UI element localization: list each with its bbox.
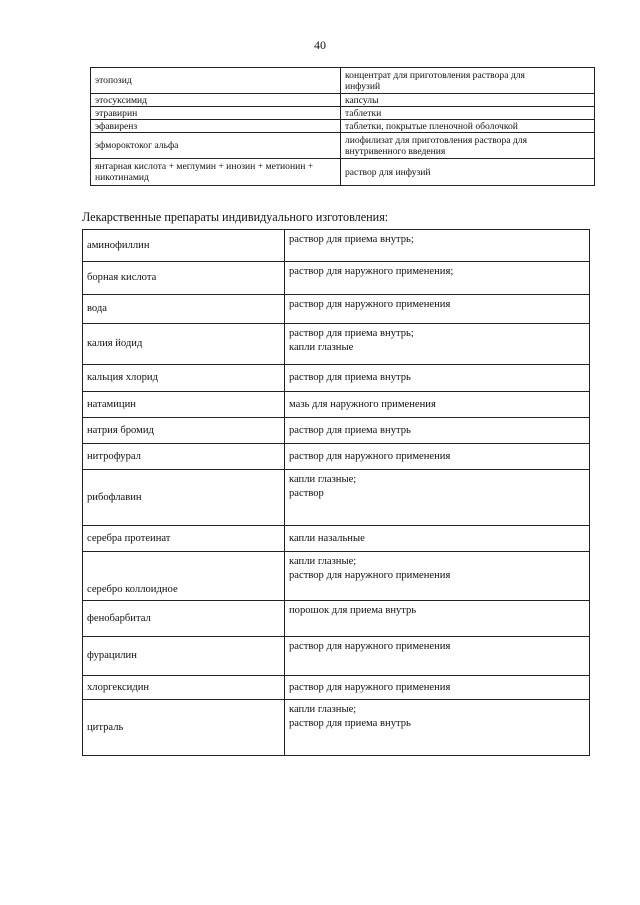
drug-name: фенобарбитал (83, 601, 285, 637)
drug-name: эфавиренз (91, 120, 341, 133)
table-row (91, 94, 595, 107)
drug-name: серебра протеинат (83, 526, 285, 552)
table-row (83, 601, 590, 637)
drug-form: раствор для наружного применения; (285, 262, 590, 295)
table-row (91, 133, 595, 159)
drug-name: янтарная кислота + меглумин + инозин + метионин + никотинамид (91, 159, 341, 186)
table-row (91, 159, 595, 186)
table-row (83, 392, 590, 418)
drug-form: концентрат для приготовления раствора для инфузий (341, 68, 595, 94)
drug-name: фурацилин (83, 637, 285, 676)
page-number: 40 (314, 38, 326, 52)
table-row (83, 700, 590, 756)
drug-form: раствор для наружного применения (285, 637, 590, 676)
drug-name: этравирин (91, 107, 341, 120)
drug-name: вода (83, 295, 285, 324)
table-row (83, 470, 590, 526)
table-row (83, 295, 590, 324)
drug-form: раствор для наружного применения (285, 444, 590, 470)
drug-name: этопозид (91, 68, 341, 94)
drug-form: раствор для приема внутрь (285, 418, 590, 444)
table-row (83, 526, 590, 552)
drug-table-1 (90, 67, 595, 186)
drug-form: раствор для инфузий (341, 159, 595, 186)
drug-name: серебро коллоидное (83, 552, 285, 601)
drug-name: натамицин (83, 392, 285, 418)
drug-form: лиофилизат для приготовления раствора для внутривенного введения (341, 133, 595, 159)
drug-form: раствор для наружного применения (285, 676, 590, 700)
drug-name: цитраль (83, 700, 285, 756)
drug-form: мазь для наружного применения (285, 392, 590, 418)
drug-name: нитрофурал (83, 444, 285, 470)
drug-form: раствор для приема внутрь; (285, 230, 590, 262)
table-row (83, 262, 590, 295)
drug-name: борная кислота (83, 262, 285, 295)
drug-name: натрия бромид (83, 418, 285, 444)
drug-form: таблетки, покрытые пленочной оболочкой (341, 120, 595, 133)
drug-table-2 (82, 229, 590, 756)
section-heading: Лекарственные препараты индивидуального изготовления: (82, 210, 389, 224)
drug-form: раствор для приема внутрь; капли глазные (285, 324, 590, 365)
table-row (83, 552, 590, 601)
drug-form: капли глазные; раствор для наружного применения (285, 552, 590, 601)
drug-form: раствор для приема внутрь (285, 365, 590, 392)
drug-name: эфмороктоког альфа (91, 133, 341, 159)
table-row (91, 107, 595, 120)
table-row (91, 120, 595, 133)
drug-form: капли глазные; раствор для приема внутрь (285, 700, 590, 756)
table-row (83, 365, 590, 392)
table-row (83, 418, 590, 444)
drug-name: рибофлавин (83, 470, 285, 526)
drug-name: хлоргексидин (83, 676, 285, 700)
table-row (83, 324, 590, 365)
table-row (83, 637, 590, 676)
drug-form: капли глазные; раствор (285, 470, 590, 526)
drug-name: аминофиллин (83, 230, 285, 262)
table-row (83, 444, 590, 470)
drug-form: порошок для приема внутрь (285, 601, 590, 637)
drug-form: капли назальные (285, 526, 590, 552)
drug-name: калия йодид (83, 324, 285, 365)
table-row (91, 68, 595, 94)
drug-name: этосуксимид (91, 94, 341, 107)
table-row (83, 676, 590, 700)
drug-name: кальция хлорид (83, 365, 285, 392)
drug-form: раствор для наружного применения (285, 295, 590, 324)
drug-form: таблетки (341, 107, 595, 120)
drug-form: капсулы (341, 94, 595, 107)
table-row (83, 230, 590, 262)
